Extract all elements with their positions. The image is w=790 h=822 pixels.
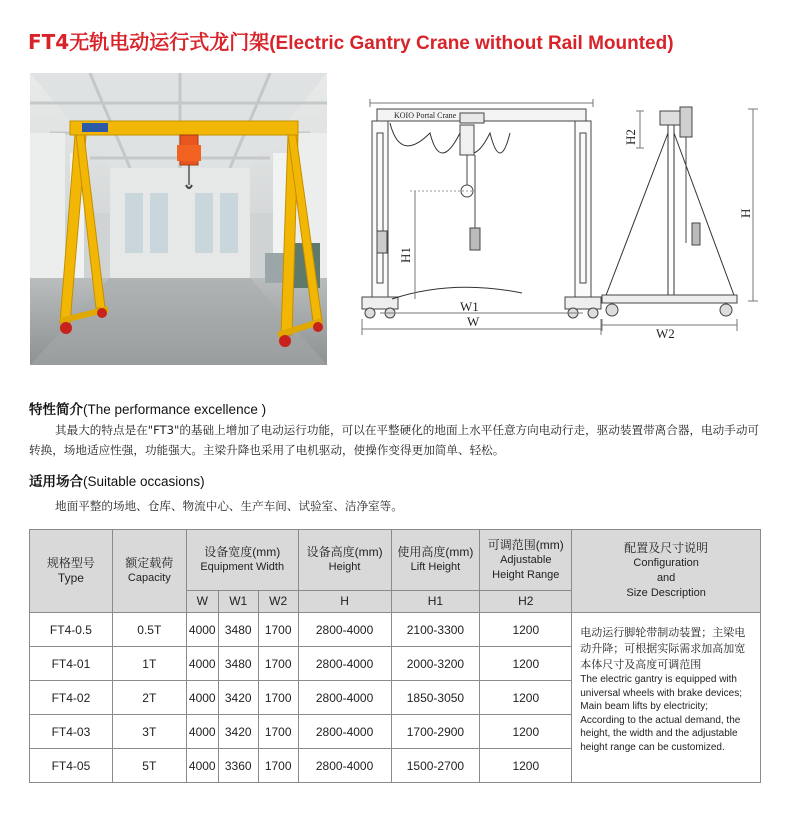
header-capacity: 额定载荷 Capacity [112,530,186,613]
label-w1: W1 [460,299,479,314]
occasions-heading-cn: 适用场合 [29,474,83,490]
beam-label: KOIO Portal Crane [394,111,457,120]
header-height: 设备高度(mm) Height [298,530,391,591]
subheader-h: H [298,591,391,613]
table-row: FT4-0.5 0.5T 4000 3480 1700 2800-4000 2100-3300 1200 电动运行脚轮带制动装置；主梁电动升降；可根据实际需求加高加宽本体尺寸及高度可调范围 The electric gantry is equipped with universal wheels with brake devices; Main beam lifts by electricity; According to the actual demand, the height, the width and the adjustable height range can be customized. [30,613,761,647]
subheader-w1: W1 [218,591,258,613]
header-lift-height: 使用高度(mm) Lift Height [391,530,480,591]
table-row: FT4-02 2T 4000 3420 1700 2800-4000 1850-3050 1200 [30,681,761,715]
spec-table [29,529,761,783]
gantry-dimension-diagram [350,73,770,365]
page-title [28,26,674,55]
subheader-w2: W2 [258,591,298,613]
configuration-description: 电动运行脚轮带制动装置；主梁电动升降；可根据实际需求加高加宽本体尺寸及高度可调范围 The electric gantry is equipped with universal wheels with brake devices; Main beam lifts by electricity; According to the actual demand, the height, the width and the adjustable height range can be customized. [572,613,761,783]
subheader-h1: H1 [391,591,480,613]
gantry-crane-photo [30,73,327,365]
label-h1: H1 [398,247,413,263]
occasions-heading [29,470,205,490]
performance-text: 其最大的特点是在"FT3"的基础上增加了电动运行功能，可以在平整硬化的地面上水平任意方向电动行走，驱动装置带离合器，电动手动可转换，场地适应性强，功能强大。主梁升降也采用了电机驱动，使操作变得更加简单、轻松。 [29,423,760,457]
label-w2: W2 [656,326,675,341]
performance-heading-cn: 特性简介 [29,402,83,418]
dimension-drawing [350,73,770,365]
subheader-h2: H2 [480,591,572,613]
photo-illustration [30,73,327,365]
subheader-w: W [186,591,218,613]
table-row: FT4-03 3T 4000 3420 1700 2800-4000 1700-2900 1200 [30,715,761,749]
label-h: H [738,208,753,218]
occasions-text: 地面平整的场地、仓库、物流中心、生产车间、试验室、洁净室等。 [55,499,403,513]
label-h2: H2 [623,129,638,145]
header-equipment-width: 设备宽度(mm) Equipment Width [186,530,298,591]
table-row: FT4-01 1T 4000 3480 1700 2800-4000 2000-3200 1200 [30,647,761,681]
header-configuration: 配置及尺寸说明 Configuration and Size Description [572,530,761,613]
performance-heading-en: (The performance excellence ) [83,402,267,417]
performance-heading [29,398,266,418]
header-adjustable-range: 可调范围(mm) Adjustable Height Range [480,530,572,591]
label-w: W [467,314,480,329]
title-en: (Electric Gantry Crane without Rail Mounted) [269,33,674,54]
header-type: 规格型号 Type [30,530,113,613]
title-cn: FT4无轨电动运行式龙门架 [28,30,270,54]
occasions-heading-en: (Suitable occasions) [83,474,205,489]
table-row: FT4-05 5T 4000 3360 1700 2800-4000 1500-2700 1200 [30,749,761,783]
